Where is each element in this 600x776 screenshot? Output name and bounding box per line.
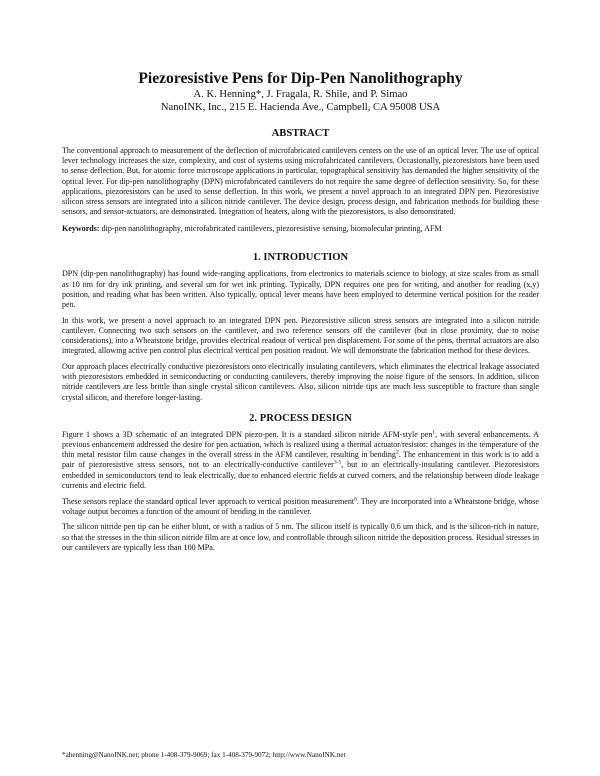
- keywords-text: dip-pen nanolithography, microfabricated cantilevers, piezoresistive sensing, biomolecular printing, AFM: [101, 224, 442, 234]
- abstract-text: The conventional approach to measurement of the deflection of microfabricated cantilevers centers on the use of an optical lever. The use of optical lever technology increases the size, complexity, and cost of systems using microfabricated cantilevers. Occasionally, piezoresistors have been used to sense deflection. But, for atomic force microscope applications in particular, topographical sensitivity has demanded the higher sensitivity of the optical lever. For dip-pen nanolithography (DPN) microfabricated cantilevers do not require the same degree of deflection sensitivity. So, for these applications, piezoresistors can be used to sense deflection. In this work, we present a novel approach to an integrated DPN pen. Piezoresistive silicon stress sensors are integrated into a silicon nitride cantilever. The device design, process design, and fabrication methods for building these sensors, and sensor-actuators, are demonstrated. Integration of heaters, along with the piezoresistors, is also demonstrated.: [62, 146, 539, 217]
- introduction-paragraph: In this work, we present a novel approach to an integrated DPN pen. Piezoresistive silicon stress sensors are integrated into a silicon nitride cantilever. Connecting two such sensors on the cantilever, and two reference sensors off the cantilever (but in close proximity, due to noise considerations), into a Wheatstone bridge, provides electrical readout of vertical pen displacement. For some of the pens, thermal actuators are also integrated, allowing active pen control plus electrical vertical pen position readout. We will demonstrate the fabrication method for these devices.: [62, 315, 539, 356]
- affiliation: NanoINK, Inc., 215 E. Hacienda Ave., Campbell, CA 95008 USA: [160, 102, 441, 113]
- text-run: . They are incorporated into a Wheatstone bridge, whose voltage output becomes a function of the amount of bending in the cantilever.: [62, 496, 539, 516]
- paper-title: Piezoresistive Pens for Dip-Pen Nanolithography: [138, 70, 463, 87]
- text-run: , but to an electrically-insulating cantilever. Piezoresistors embedded in semiconductors tend to leak electrically, due to enhanced electric fields at curved corners, and the relationship between diode leakage currents and electric field.: [62, 460, 539, 490]
- author-contact-footnote: *ahenning@NanoINK.net; phone 1-408-379-9069; fax 1-408-379-9072; http://www.NanoINK.net: [62, 751, 346, 759]
- text-run: These sensors replace the standard optical lever approach to vertical position measurement: [62, 496, 355, 506]
- process-design-heading: 2. PROCESS DESIGN: [249, 412, 352, 424]
- citation-ref: 1: [432, 429, 436, 436]
- introduction-paragraph: DPN (dip-pen nanolithography) has found wide-ranging applications, from electronics to materials science to biology, at size scales from as small as 10 nm for dry ink printing, and several um for wet ink printing. Typically, DPN requires one pen for writing, and another for reading (x,y) position, and reading what has been written. Also typically, optical lever means have been employed to determine vertical position for the reader pen.: [62, 269, 539, 310]
- author-list: A. K. Henning*, J. Fragala, R. Shile, and P. Simao: [193, 89, 408, 100]
- paper-page: [62, 70, 539, 559]
- citation-ref: 6: [354, 495, 357, 502]
- process-paragraph: [62, 497, 539, 517]
- introduction-heading: 1. INTRODUCTION: [252, 252, 349, 264]
- text-run: . The enhancement in this work is to add a pair of piezoresistive stress sensors, not to an electrically-conductive cantilever: [62, 450, 539, 470]
- abstract-heading: ABSTRACT: [271, 128, 330, 139]
- keywords-label: Keywords:: [62, 224, 100, 234]
- introduction-paragraph: Our approach places electrically conductive piezoresistors onto electrically insulating cantilevers, which eliminates the electrical leakage associated with piezoresistors embedded in semiconducting or conducting cantilevers, thereby improving the noise figure of the sensors. In addition, silicon nitride cantilevers are less brittle than single crystal silicon cantilevers. Also, silicon nitride tips are much less susceptible to fracture than single crystal silicon, and therefore longer-lasting.: [62, 362, 539, 402]
- keywords: [62, 224, 539, 234]
- process-paragraph: [62, 430, 539, 491]
- text-run: , with several enhancements. A previous enhancement addressed the desire for pen actuation, which is realized using a thermal actuator/resistor: changes in the temperature of the thin metal resistor film cause changes in the overall stress in the AFM cantilever, resulting in bending: [62, 429, 540, 460]
- citation-ref: 2: [395, 449, 399, 456]
- citation-ref: 3-5: [333, 459, 342, 466]
- text-run: Figure 1 shows a 3D schematic of an integrated DPN piezo-pen. It is a standard silicon nitride AFM-style pen: [62, 429, 433, 439]
- process-paragraph: The silicon nitride pen tip can be either blunt, or with a radius of 5 nm. The silicon itself is typically 0.6 um thick, and is the silicon-rich in nature, so that the stresses in the thin silicon nitride film are at once low, and controllable through silicon nitride the deposition process. Residual stresses in our cantilevers are typically less than 100 MPa.: [62, 522, 539, 552]
